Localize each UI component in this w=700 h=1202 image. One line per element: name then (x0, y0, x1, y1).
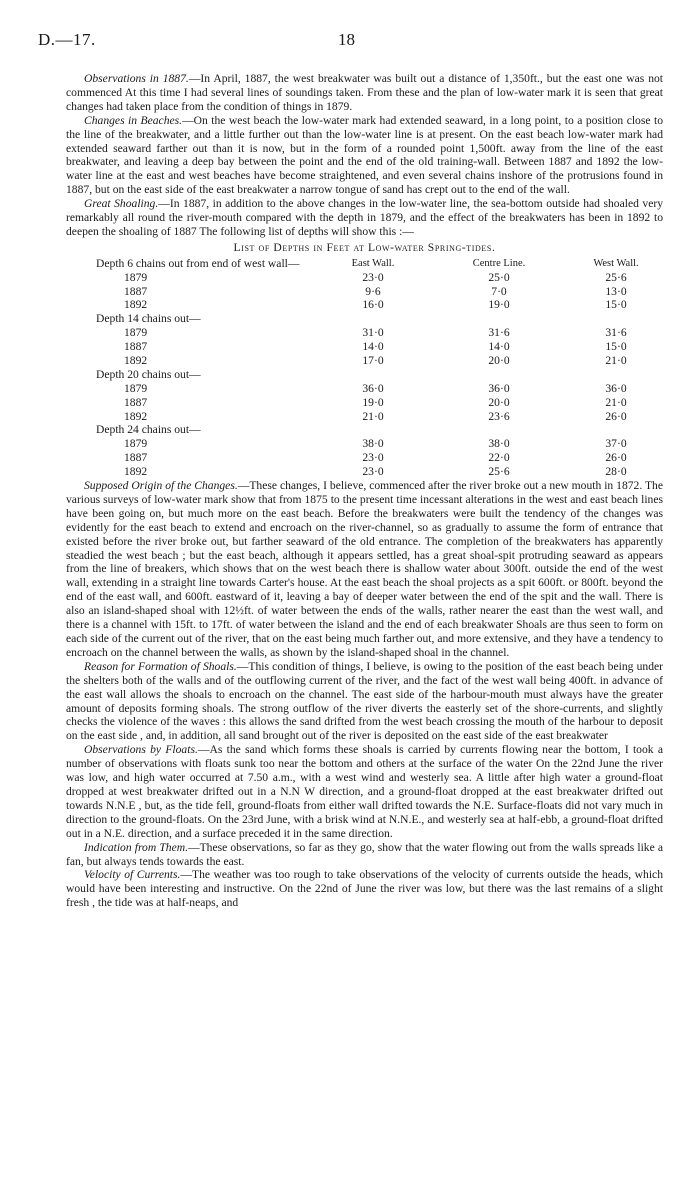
centre-cell: 20·0 (488, 395, 510, 409)
west-cell: 21·0 (605, 354, 627, 368)
table-row (66, 326, 663, 340)
centre-cell: 38·0 (488, 437, 510, 451)
east-cell: 38·0 (362, 437, 384, 451)
table-group-label: Depth 20 chains out— (96, 367, 201, 381)
paragraph-heading: Reason for Formation of Shoals. (84, 659, 237, 673)
west-cell: 15·0 (605, 298, 627, 312)
west-cell: 26·0 (605, 409, 627, 423)
east-cell: 23·0 (362, 270, 384, 284)
paragraph-heading: Supposed Origin of the Changes. (84, 479, 238, 493)
centre-cell: 7·0 (491, 284, 507, 298)
paragraph-supposed-origin (66, 479, 663, 660)
column-header-east: East Wall. (351, 257, 395, 269)
column-header-centre: Centre Line. (472, 257, 526, 269)
paragraph-velocity-of-currents (66, 868, 663, 910)
west-cell: 15·0 (605, 340, 627, 354)
table-group-label: Depth 6 chains out from end of west wall— (96, 256, 300, 270)
year-cell: 1892 (124, 354, 148, 368)
paragraph-changes-in-beaches (66, 114, 663, 197)
table-row (66, 465, 663, 479)
paragraph-text: —As the sand which forms these shoals is carried by currents flowing near the bottom, I took a number of observations with floats sunk too near the bottom and others at the surface of the water On the 22nd June the river was low, and high water occurred at 7.50 a.m., with a west wind and westerly sea. A little after high water a ground-float dropped at west breakwater drifted out in a N.N W direction, and a ground-float dropped at the east breakwater drifted out towards N.N.E , but, as the tide fell, ground-floats from either wall drifted towards the N.E. Surface-floats did not vary much in direction to the ground-floats. On the 23rd June, with a brisk wind at N.N.E., and westerly sea at half-ebb, a ground-float drifted out in a N.E. direction, and a surface preceded it in the same direction. (66, 743, 663, 840)
east-cell: 31·0 (362, 326, 384, 340)
centre-cell: 20·0 (488, 354, 510, 368)
table-row (66, 396, 663, 410)
year-cell: 1887 (124, 340, 148, 354)
table-group-label: Depth 24 chains out— (96, 423, 201, 437)
paragraph-heading: Velocity of Currents. (84, 868, 181, 882)
year-cell: 1887 (124, 451, 148, 465)
page-number: 18 (338, 30, 355, 49)
west-cell: 21·0 (605, 395, 627, 409)
year-cell: 1879 (124, 437, 148, 451)
year-cell: 1887 (124, 395, 148, 409)
east-cell: 14·0 (362, 340, 384, 354)
table-row (66, 354, 663, 368)
east-cell: 16·0 (362, 298, 384, 312)
west-cell: 25·6 (605, 270, 627, 284)
paragraph-text: —On the west beach the low-water mark had extended seaward, in a long point, to a position close to the line of the breakwater, and a little further out than the low-water line is at present. On the east beach low-water mark had extended seaward farther out than it is now, but in the form of a rounded point 1,500ft. away from the line of the east breakwater, and leaving a deep bay between the point and the end of the old training-wall. Between 1887 and 1892 the low-water line at the east and west beaches have become straightened, and even several chains inshore of the protrusions found in 1887, but on the east side of the east breakwater a narrow tongue of sand has crept out to the end of the wall. (66, 113, 664, 197)
west-cell: 36·0 (605, 381, 627, 395)
centre-cell: 19·0 (488, 298, 510, 312)
paragraph-heading: Changes in Beaches. (84, 113, 183, 127)
centre-cell: 31·6 (488, 326, 510, 340)
west-cell: 13·0 (605, 284, 627, 298)
table-group-label: Depth 14 chains out— (96, 312, 201, 326)
table-row (66, 271, 663, 285)
west-cell: 28·0 (605, 465, 627, 479)
table-row (66, 340, 663, 354)
centre-cell: 25·0 (488, 270, 510, 284)
year-cell: 1892 (124, 465, 148, 479)
year-cell: 1887 (124, 284, 148, 298)
paragraph-observations-by-floats (66, 743, 663, 840)
table-row (66, 285, 663, 299)
paragraph-great-shoaling (66, 197, 663, 239)
paragraph-reason-for-shoals (66, 660, 663, 743)
paragraph-text: —This condition of things, I believe, is owing to the position of the east beach being under the shelters both of the walls and of the outflowing current of the river, and the fact of the west wall being 400ft. in advance of the east wall allows the shoals to encroach on the channel. The east side of the harbour-mouth must always have the greater amount of deposits forming shoals. The strong outflow of the river diverts the easterly set of the shore-currents, and slightly checks the violence of the waves : this allows the sand drifted from the west beach crossing the mouth of the harbour to deposit on the east side , and, in addition, all sand brought out of the river is deposited on the east side of the east breakwater (66, 659, 663, 743)
column-header-west: West Wall. (593, 257, 639, 269)
table-row (66, 382, 663, 396)
year-cell: 1879 (124, 270, 148, 284)
centre-cell: 25·6 (488, 465, 510, 479)
west-cell: 26·0 (605, 451, 627, 465)
centre-cell: 36·0 (488, 381, 510, 395)
table-row (66, 451, 663, 465)
west-cell: 37·0 (605, 437, 627, 451)
page-body (66, 72, 663, 910)
year-cell: 1879 (124, 326, 148, 340)
east-cell: 21·0 (362, 409, 384, 423)
table-row (66, 298, 663, 312)
paragraph-heading: Indication from Them. (84, 840, 188, 854)
paragraph-text: —These changes, I believe, commenced after the river broke out a new mouth in 1872. The various surveys of low-water mark show that from 1875 to the present time incessant alterations in the west and east beach lines have been going on, but much more on the east beach. Before the breakwaters were built the tendency of the changes was evidently for the east beach to extend and encroach on the river-channel, so as gradually to assume the form of entrance that existed before the river broke out, but farther seaward of the old entrance. The completion of the breakwaters has apparently steadied the west beach ; but the east beach, although it appears settled, has a great shoal-spit protruding seaward as appears from the line of breakers, which shows that on the west beach there is shallow water about 300ft. outside the end of the west wall, extending in a straight line towards Carter's house. At the east beach the shoal projects as a spit 600ft. or 800ft. beyond the end of the east wall, and 600ft. eastward of it, leaving a bay of deeper water between the end of the spit and the wall. There is also an island-shaped shoal with 12½ft. of water between the ends of the walls, rather nearer the east than the west wall, and there is a channel with 15ft. to 17ft. of water between the island and the end of each breakwater Shoals are thus seen to form on each side of the current out of the river, that on the east being much farther out, and more extensive, and they have a tendency to encroach on the channel between the walls, as shown by the island-shaped shoal in the channel. (66, 479, 663, 659)
depths-table (66, 257, 663, 479)
east-cell: 9·6 (365, 284, 381, 298)
paragraph-observations-1887 (66, 72, 663, 114)
paragraph-text: —In April, 1887, the west breakwater was built out a distance of 1,350ft., but the east one was not commenced At this time I had several lines of soundings taken. From these and the plan of low-water mark it is seen that great changes had taken place from the condition of things in 1879. (66, 72, 664, 113)
year-cell: 1892 (124, 409, 148, 423)
centre-cell: 22·0 (488, 451, 510, 465)
east-cell: 17·0 (362, 354, 384, 368)
east-cell: 23·0 (362, 451, 384, 465)
table-row (66, 410, 663, 424)
table-title: List of Depths in Feet at Low-water Spring-tides. (233, 240, 496, 254)
paragraph-heading: Great Shoaling. (84, 197, 159, 211)
document-reference: D.—17. (38, 30, 96, 49)
paragraph-text: —In 1887, in addition to the above changes in the low-water line, the sea-bottom outside had shoaled very remarkably all round the river-mouth compared with the depth in 1879, and the effect of the breakwaters has been in 1892 to deepen the shoaling of 1887 The following list of depths will show this :— (66, 197, 664, 238)
paragraph-indication-from-them (66, 841, 663, 869)
year-cell: 1892 (124, 298, 148, 312)
east-cell: 36·0 (362, 381, 384, 395)
east-cell: 19·0 (362, 395, 384, 409)
table-header-row (66, 257, 663, 271)
east-cell: 23·0 (362, 465, 384, 479)
table-row (66, 437, 663, 451)
paragraph-text: —The weather was too rough to take observations of the velocity of currents outside the heads, which would have been interesting and instructive. On the 22nd of June the river was low, but there was the last remains of a slight fresh , the tide was at half-neaps, and (66, 868, 663, 910)
centre-cell: 14·0 (488, 340, 510, 354)
paragraph-text: —These observations, so far as they go, show that the water flowing out from the walls spreads like a fan, but always tends towards the east. (66, 840, 663, 868)
centre-cell: 23·6 (488, 409, 510, 423)
paragraph-heading: Observations by Floats. (84, 743, 198, 757)
year-cell: 1879 (124, 381, 148, 395)
west-cell: 31·6 (605, 326, 627, 340)
paragraph-heading: Observations in 1887. (84, 72, 189, 85)
